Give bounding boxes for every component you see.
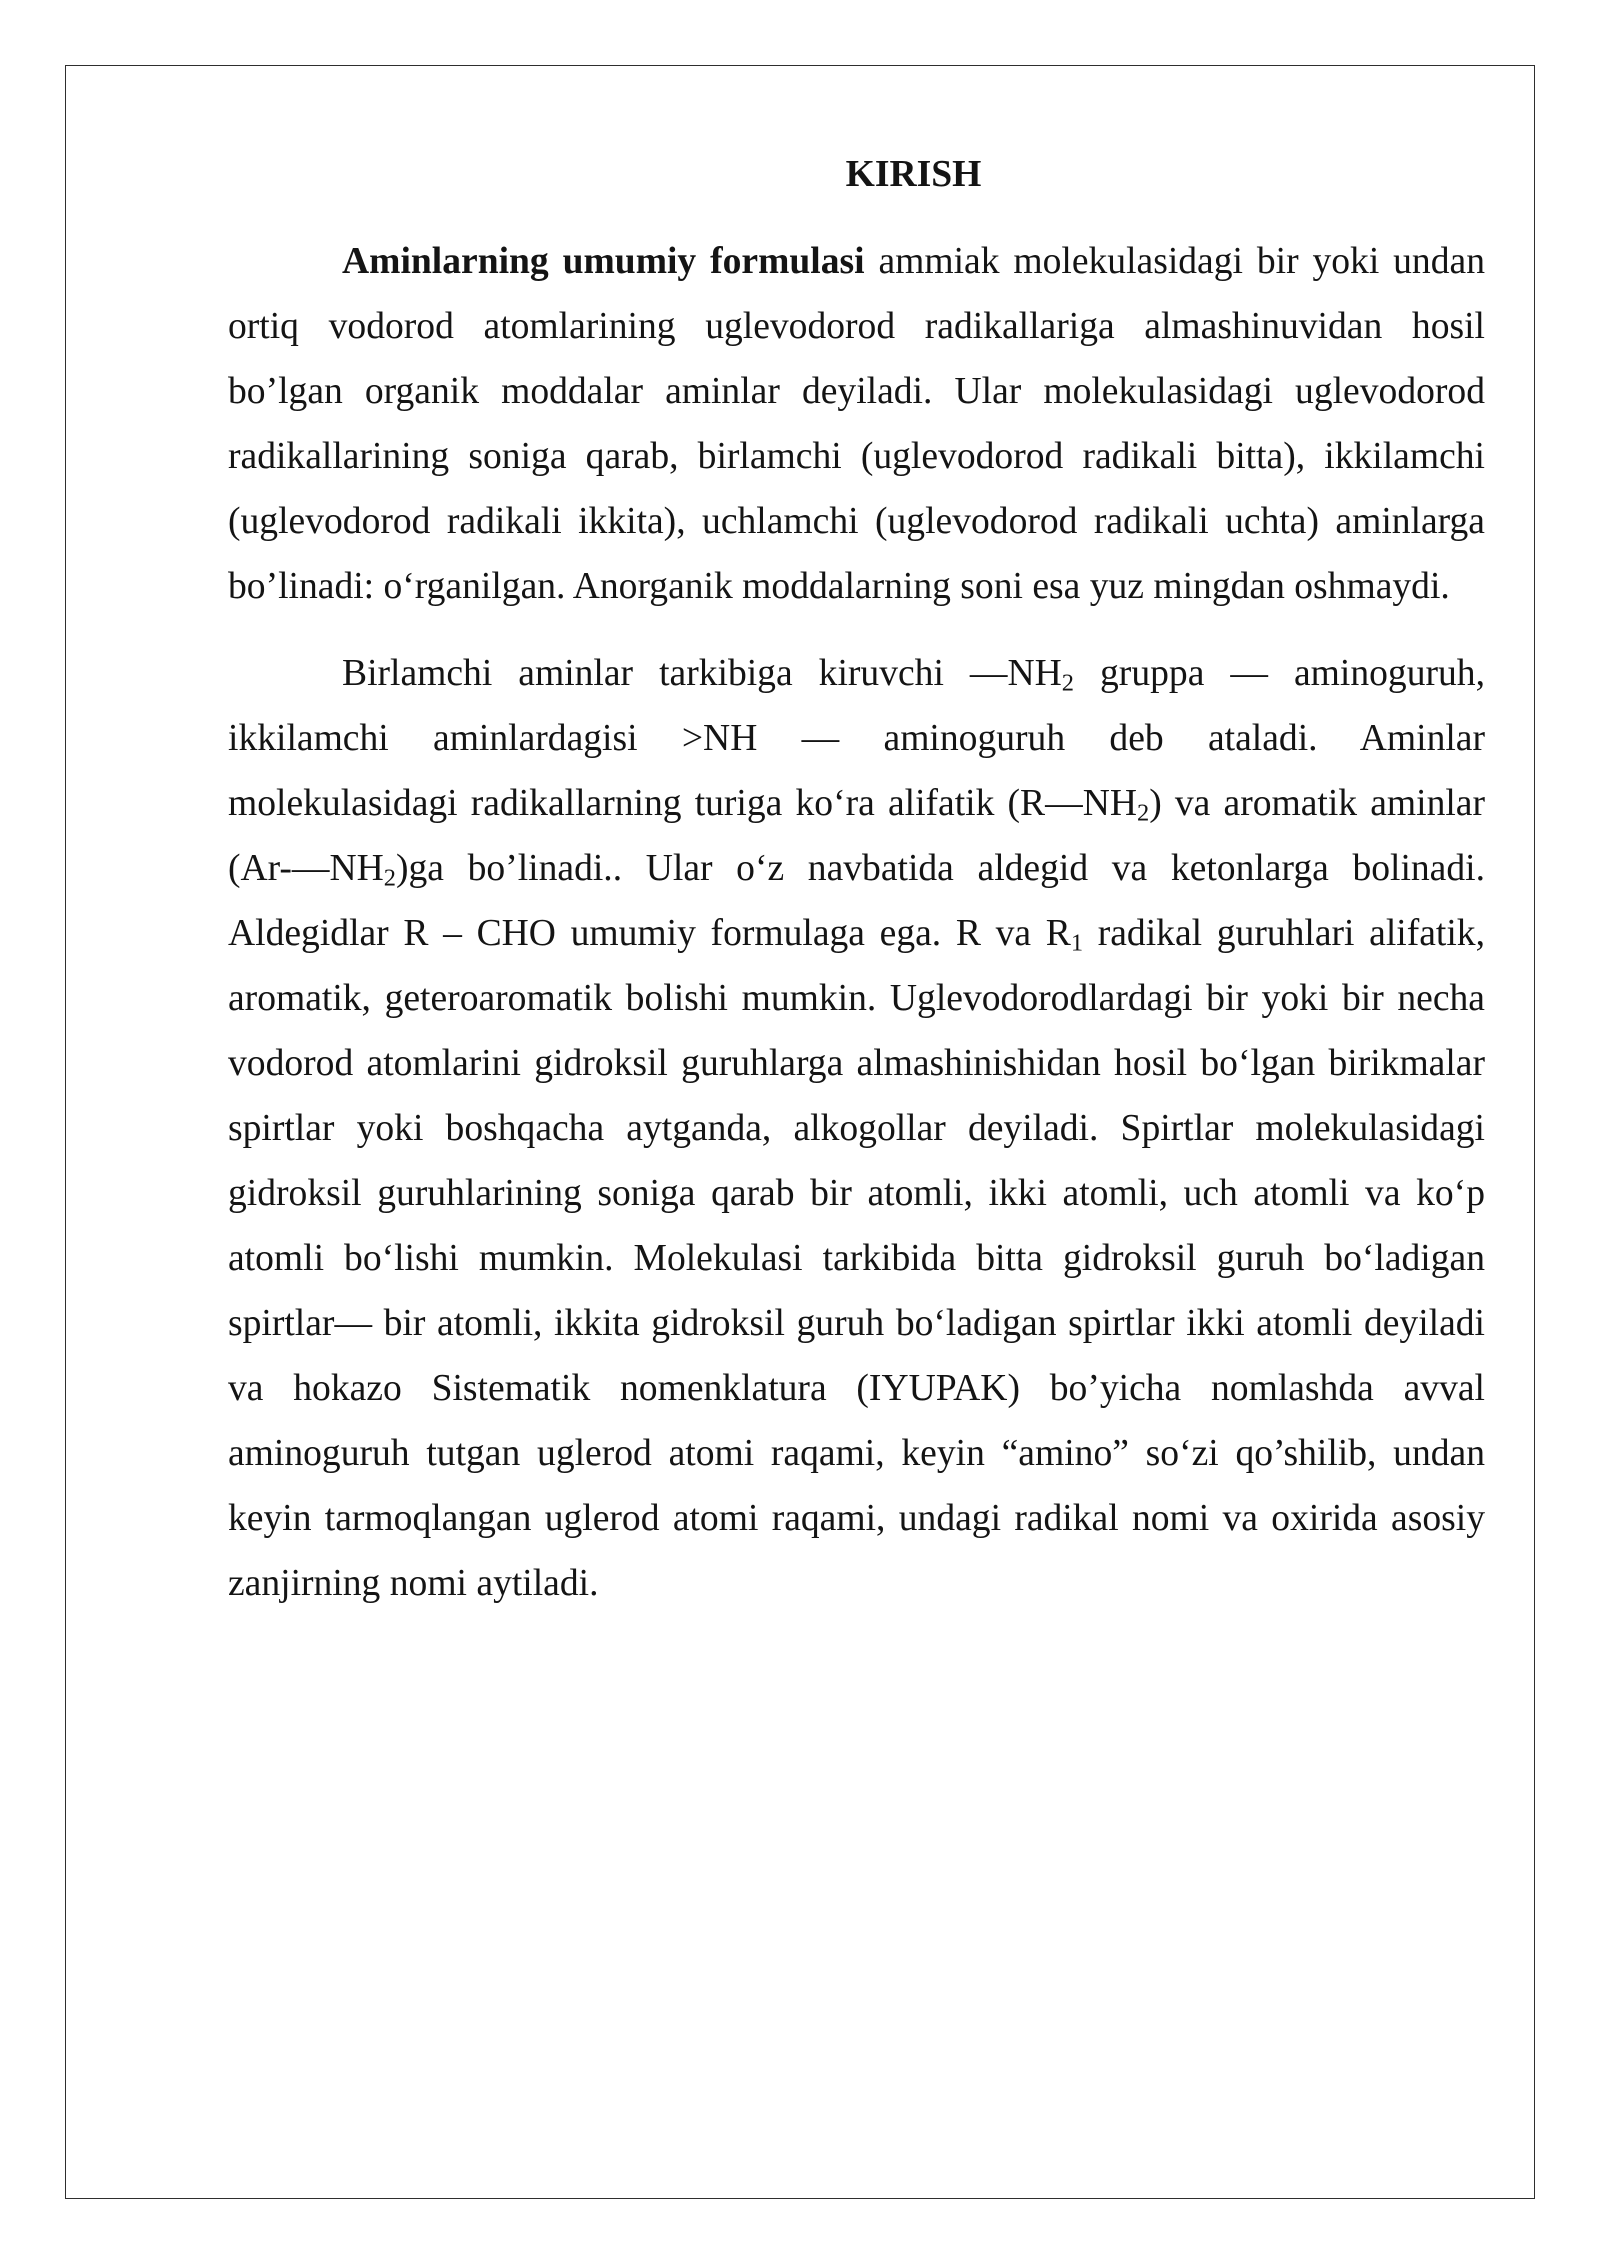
paragraph-2-line-15 bbox=[228, 1551, 1485, 1616]
paragraph-1-line-1 bbox=[228, 229, 1485, 294]
line-text: ammiak molekulasidagi bir yoki undan bbox=[864, 241, 1485, 282]
subscript: 2 bbox=[1061, 669, 1074, 697]
paragraph-2-line-5 bbox=[228, 901, 1485, 966]
paragraph-2-line-7 bbox=[228, 1031, 1485, 1096]
line-text: (Ar-—NH bbox=[228, 848, 384, 889]
subscript: 1 bbox=[1070, 929, 1084, 957]
paragraph-2-line-8 bbox=[228, 1096, 1485, 1161]
line-text: spirtlar yoki boshqacha aytganda, alkogollar deyiladi. Spirtlar molekulasidagi bbox=[228, 1108, 1485, 1149]
line-text-after: ) va aromatik aminlar bbox=[1149, 783, 1486, 824]
paragraph-2-line-4 bbox=[228, 836, 1485, 901]
subscript: 2 bbox=[383, 864, 396, 892]
line-text: bo’lgan organik moddalar aminlar deyiladi. Ular molekulasidagi uglevodorod bbox=[228, 371, 1485, 412]
paragraph-2-line-14 bbox=[228, 1486, 1485, 1551]
paragraph-1-line-2 bbox=[228, 294, 1485, 359]
line-text: ortiq vodorod atomlarining uglevodorod radikallariga almashinuvidan hosil bbox=[228, 306, 1485, 347]
line-text: gidroksil guruhlarining soniga qarab bir atomli, ikki atomli, uch atomli va ko‘p bbox=[228, 1173, 1485, 1214]
paragraph-2-line-10 bbox=[228, 1226, 1485, 1291]
subscript: 2 bbox=[1136, 799, 1150, 827]
line-text-after: gruppa — aminoguruh, bbox=[1074, 653, 1485, 694]
bold-term: Aminlarning umumiy formulasi bbox=[342, 241, 865, 282]
page-content bbox=[228, 142, 1485, 1638]
line-text: aminoguruh tutgan uglerod atomi raqami, keyin “amino” so‘zi qo’shilib, undan bbox=[228, 1433, 1485, 1474]
line-text: molekulasidagi radikallarning turiga ko‘ra alifatik (R—NH bbox=[228, 783, 1137, 824]
paragraph-2-line-11 bbox=[228, 1291, 1485, 1356]
paragraph-2-line-2 bbox=[228, 706, 1485, 771]
section-heading: KIRISH bbox=[845, 154, 982, 195]
line-text: atomli bo‘lishi mumkin. Molekulasi tarkibida bitta gidroksil guruh bo‘ladigan bbox=[228, 1238, 1485, 1279]
paragraph-2-line-12 bbox=[228, 1356, 1485, 1421]
line-text: aromatik, geteroaromatik bolishi mumkin. Uglevodorodlardagi bir yoki bir necha bbox=[228, 978, 1485, 1019]
line-text-after: radikal guruhlari alifatik, bbox=[1083, 913, 1485, 954]
paragraph-2-line-1 bbox=[228, 641, 1485, 706]
line-text: Aldegidlar R – CHO umumiy formulaga ega. R va R bbox=[228, 913, 1071, 954]
paragraph-1 bbox=[228, 229, 1485, 619]
paragraph-1-line-4 bbox=[228, 424, 1485, 489]
line-text: (uglevodorod radikali ikkita), uchlamchi (uglevodorod radikali uchta) aminlarga bbox=[228, 501, 1485, 542]
line-text-after: )ga bo’linadi.. Ular o‘z navbatida aldegid va ketonlarga bolinadi. bbox=[396, 848, 1485, 889]
paragraph-1-line-5 bbox=[228, 489, 1485, 554]
line-text: keyin tarmoqlangan uglerod atomi raqami, undagi radikal nomi va oxirida asosiy bbox=[228, 1498, 1485, 1539]
line-text: radikallarining soniga qarab, birlamchi (uglevodorod radikali bitta), ikkilamchi bbox=[228, 436, 1485, 477]
paragraph-2-line-9 bbox=[228, 1161, 1485, 1226]
line-text: va hokazo Sistematik nomenklatura (IYUPAK) bo’yicha nomlashda avval bbox=[228, 1368, 1485, 1409]
line-text: zanjirning nomi aytiladi. bbox=[228, 1563, 599, 1604]
paragraph-2-line-6 bbox=[228, 966, 1485, 1031]
line-text: Birlamchi aminlar tarkibiga kiruvchi —NH bbox=[342, 653, 1062, 694]
paragraph-2-line-3 bbox=[228, 771, 1485, 836]
line-text: ikkilamchi aminlardagisi >NH — aminoguruh deb ataladi. Aminlar bbox=[228, 718, 1485, 759]
paragraph-2 bbox=[228, 641, 1485, 1616]
line-text: spirtlar— bir atomli, ikkita gidroksil guruh bo‘ladigan spirtlar ikki atomli deyiladi bbox=[228, 1303, 1485, 1344]
paragraph-1-line-3 bbox=[228, 359, 1485, 424]
paragraph-2-line-13 bbox=[228, 1421, 1485, 1486]
line-text: bo’linadi: o‘rganilgan. Anorganik moddalarning soni esa yuz mingdan oshmaydi. bbox=[228, 566, 1450, 607]
paragraph-1-line-6 bbox=[228, 554, 1485, 619]
line-text: vodorod atomlarini gidroksil guruhlarga almashinishidan hosil bo‘lgan birikmalar bbox=[228, 1043, 1485, 1084]
